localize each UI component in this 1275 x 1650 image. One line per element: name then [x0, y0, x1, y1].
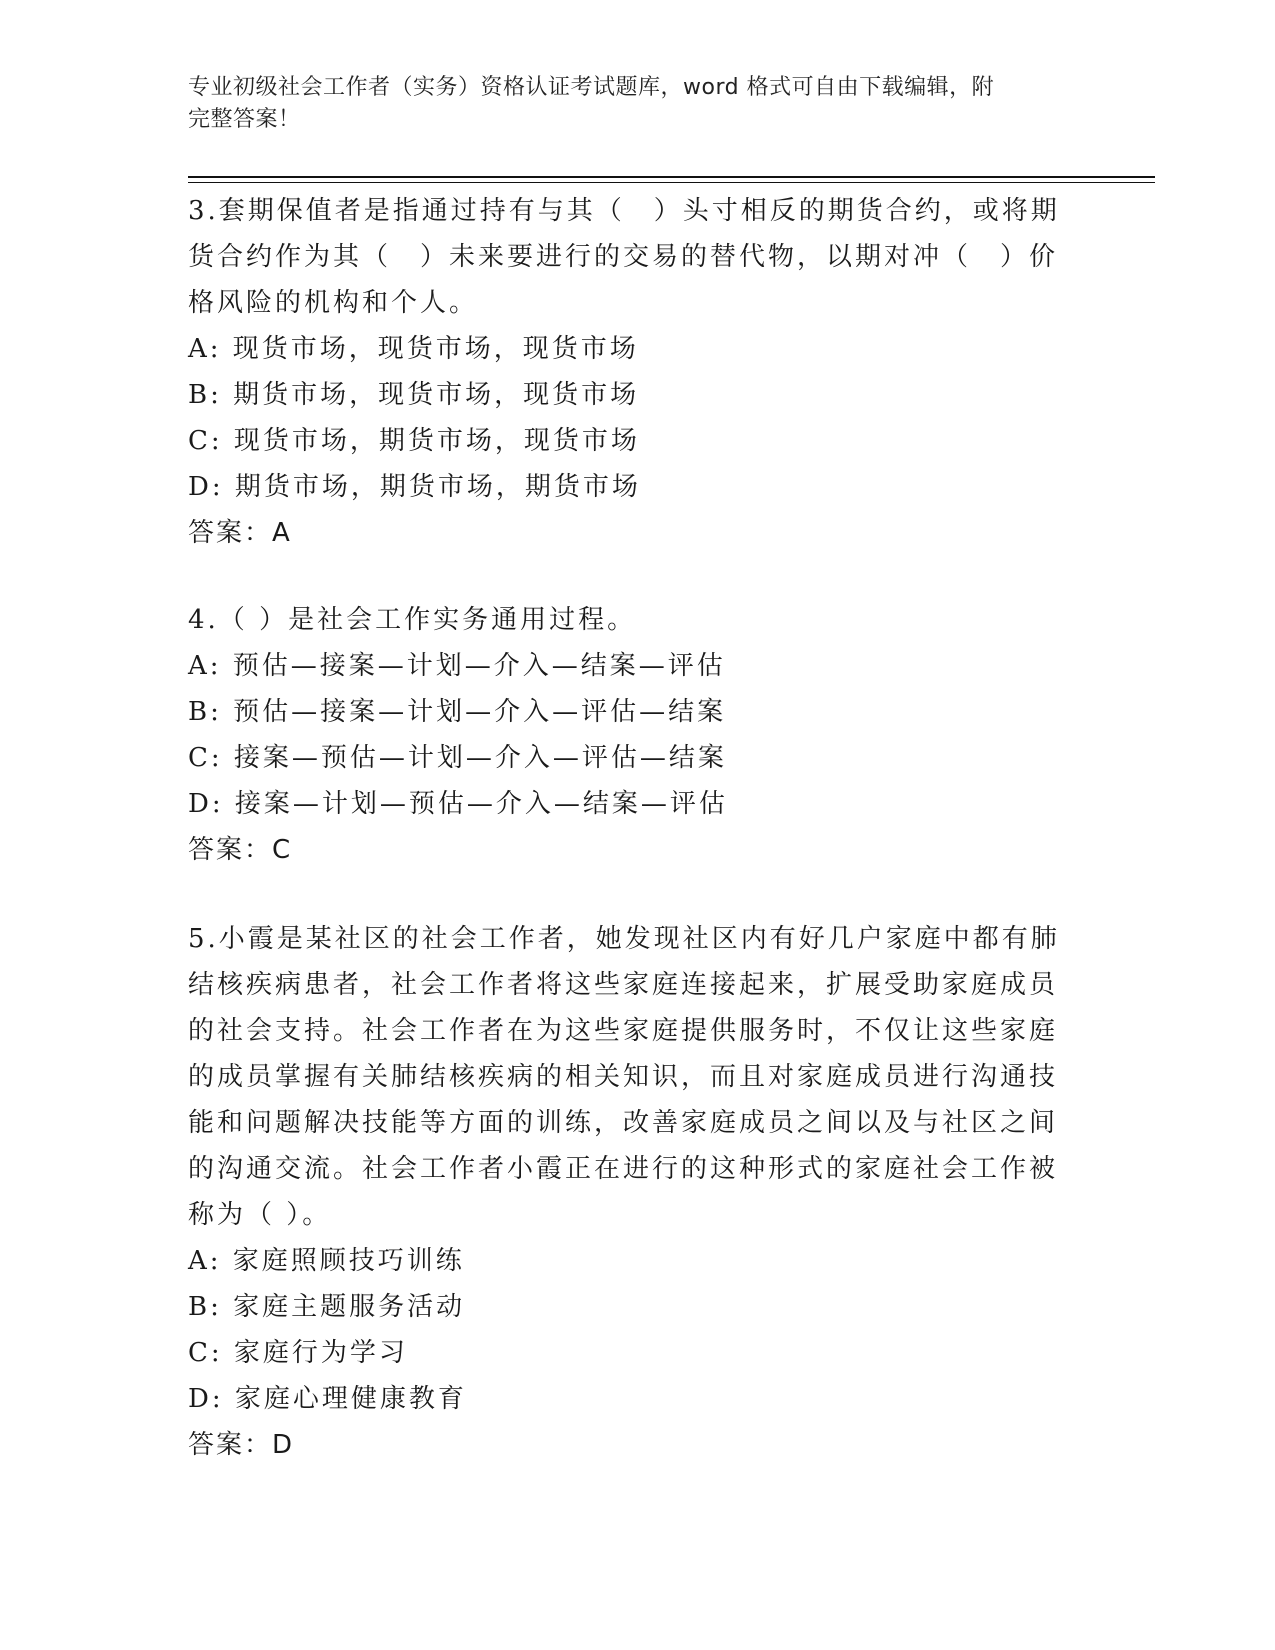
answer: 答案：C [188, 835, 293, 865]
option-b: B: 家庭主题服务活动 [188, 1292, 466, 1322]
header-rule-thick [188, 176, 1155, 178]
question-stem: 5.小霞是某社区的社会工作者，她发现社区内有好几户家庭中都有肺结核疾病患者，社会工作者将这些家庭连接起来，扩展受助家庭成员的社会支持。社会工作者在为这些家庭提供服务时，不仅让这些家庭的成员掌握有关肺结核疾病的相关知识，而且对家庭成员进行沟通技能和问题解决技能等方面的训练，改善家庭成员之间以及与社区之间的沟通交流。社会工作者小霞正在进行的这种形式的家庭社会工作被称为（ ）。 [188, 924, 1060, 1230]
option-d: D: 接案—计划—预估—介入—结案—评估 [188, 789, 728, 819]
option-c: C: 现货市场，期货市场，现货市场 [188, 426, 640, 456]
option-a: A: 家庭照顾技巧训练 [188, 1246, 465, 1276]
question-4 [188, 597, 1068, 873]
option-c: C: 家庭行为学习 [188, 1338, 408, 1368]
option-a: A: 现货市场，现货市场，现货市场 [188, 334, 639, 364]
header-line-1: 专业初级社会工作者（实务）资格认证考试题库，word 格式可自由下载编辑，附 [188, 75, 995, 100]
option-b: B: 期货市场，现货市场，现货市场 [188, 380, 640, 410]
option-d: D: 家庭心理健康教育 [188, 1384, 467, 1414]
document-header [188, 72, 1068, 136]
question-stem: 4.（ ）是社会工作实务通用过程。 [188, 605, 637, 635]
option-d: D: 期货市场，期货市场，期货市场 [188, 472, 641, 502]
answer: 答案：D [188, 1430, 295, 1460]
answer: 答案：A [188, 518, 292, 548]
question-stem: 3.套期保值者是指通过持有与其（ ）头寸相反的期货合约，或将期货合约作为其（ ）未来要进行的交易的替代物，以期对冲（ ）价格风险的机构和个人。 [188, 196, 1060, 318]
question-5 [188, 916, 1068, 1468]
option-b: B: 预估—接案—计划—介入—评估—结案 [188, 697, 727, 727]
header-rule-thin [188, 182, 1155, 183]
option-c: C: 接案—预估—计划—介入—评估—结案 [188, 743, 727, 773]
option-a: A: 预估—接案—计划—介入—结案—评估 [188, 651, 726, 681]
question-3 [188, 188, 1068, 556]
header-line-2: 完整答案！ [188, 107, 301, 132]
